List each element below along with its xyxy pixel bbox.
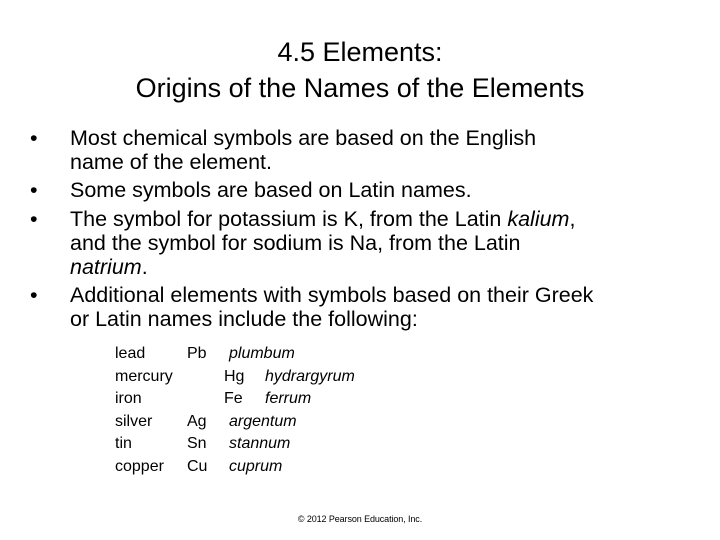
element-name: mercury: [115, 367, 173, 385]
element-name: lead: [115, 345, 146, 362]
bullet-list: [30, 126, 700, 336]
bullet-marker: •: [30, 126, 38, 150]
bullet-3-text-b: ,: [569, 206, 576, 231]
bullet-1-line-2: name of the element.: [70, 150, 272, 175]
element-name: copper: [115, 457, 164, 475]
bullet-3-text-c: .: [141, 255, 148, 280]
title-line-1: 4.5 Elements:: [277, 37, 443, 67]
element-latin-name: plumbum: [229, 345, 295, 362]
element-symbol: Pb: [187, 345, 207, 362]
element-symbol: Hg: [224, 367, 245, 385]
bullet-3-line-1: [70, 207, 700, 231]
bullet-4-line-2: or Latin names include the following:: [70, 307, 418, 332]
bullet-item-3: [30, 207, 700, 280]
copyright-footer: © 2012 Pearson Education, Inc.: [297, 514, 423, 524]
bullet-marker: •: [30, 178, 38, 203]
element-latin-name: argentum: [229, 412, 297, 430]
latin-word-kalium: kalium: [507, 206, 570, 231]
bullet-3-line-3: [70, 255, 700, 279]
latin-word-natrium: natrium: [70, 255, 142, 280]
bullet-marker: •: [30, 206, 38, 231]
element-symbol: Cu: [187, 457, 208, 475]
element-symbol: Fe: [224, 390, 243, 408]
element-symbol: Ag: [187, 412, 207, 430]
bullet-item-2: [30, 178, 700, 202]
title-line-2: Origins of the Names of the Elements: [135, 73, 585, 103]
element-name: iron: [115, 390, 142, 408]
element-name: tin: [115, 435, 132, 453]
bullet-2-line-1: Some symbols are based on Latin names.: [70, 178, 472, 203]
element-latin-name: cuprum: [229, 457, 283, 475]
element-latin-name: stannum: [229, 435, 291, 453]
bullet-item-1: [30, 126, 700, 174]
bullet-4-line-1: Additional elements with symbols based on their Greek: [70, 283, 594, 308]
element-symbol: Sn: [187, 435, 207, 453]
slide-title: [20, 34, 700, 106]
bullet-marker: •: [30, 283, 38, 308]
element-latin-name: ferrum: [265, 390, 312, 408]
bullet-item-4: [30, 283, 700, 331]
element-name: silver: [115, 412, 153, 430]
bullet-1-line-1: Most chemical symbols are based on the English: [70, 126, 537, 150]
element-latin-name: hydrargyrum: [265, 367, 355, 385]
bullet-3-text-a: The symbol for potassium is K, from the Latin: [70, 206, 508, 231]
bullet-3-line-2: and the symbol for sodium is Na, from the Latin: [70, 230, 521, 255]
